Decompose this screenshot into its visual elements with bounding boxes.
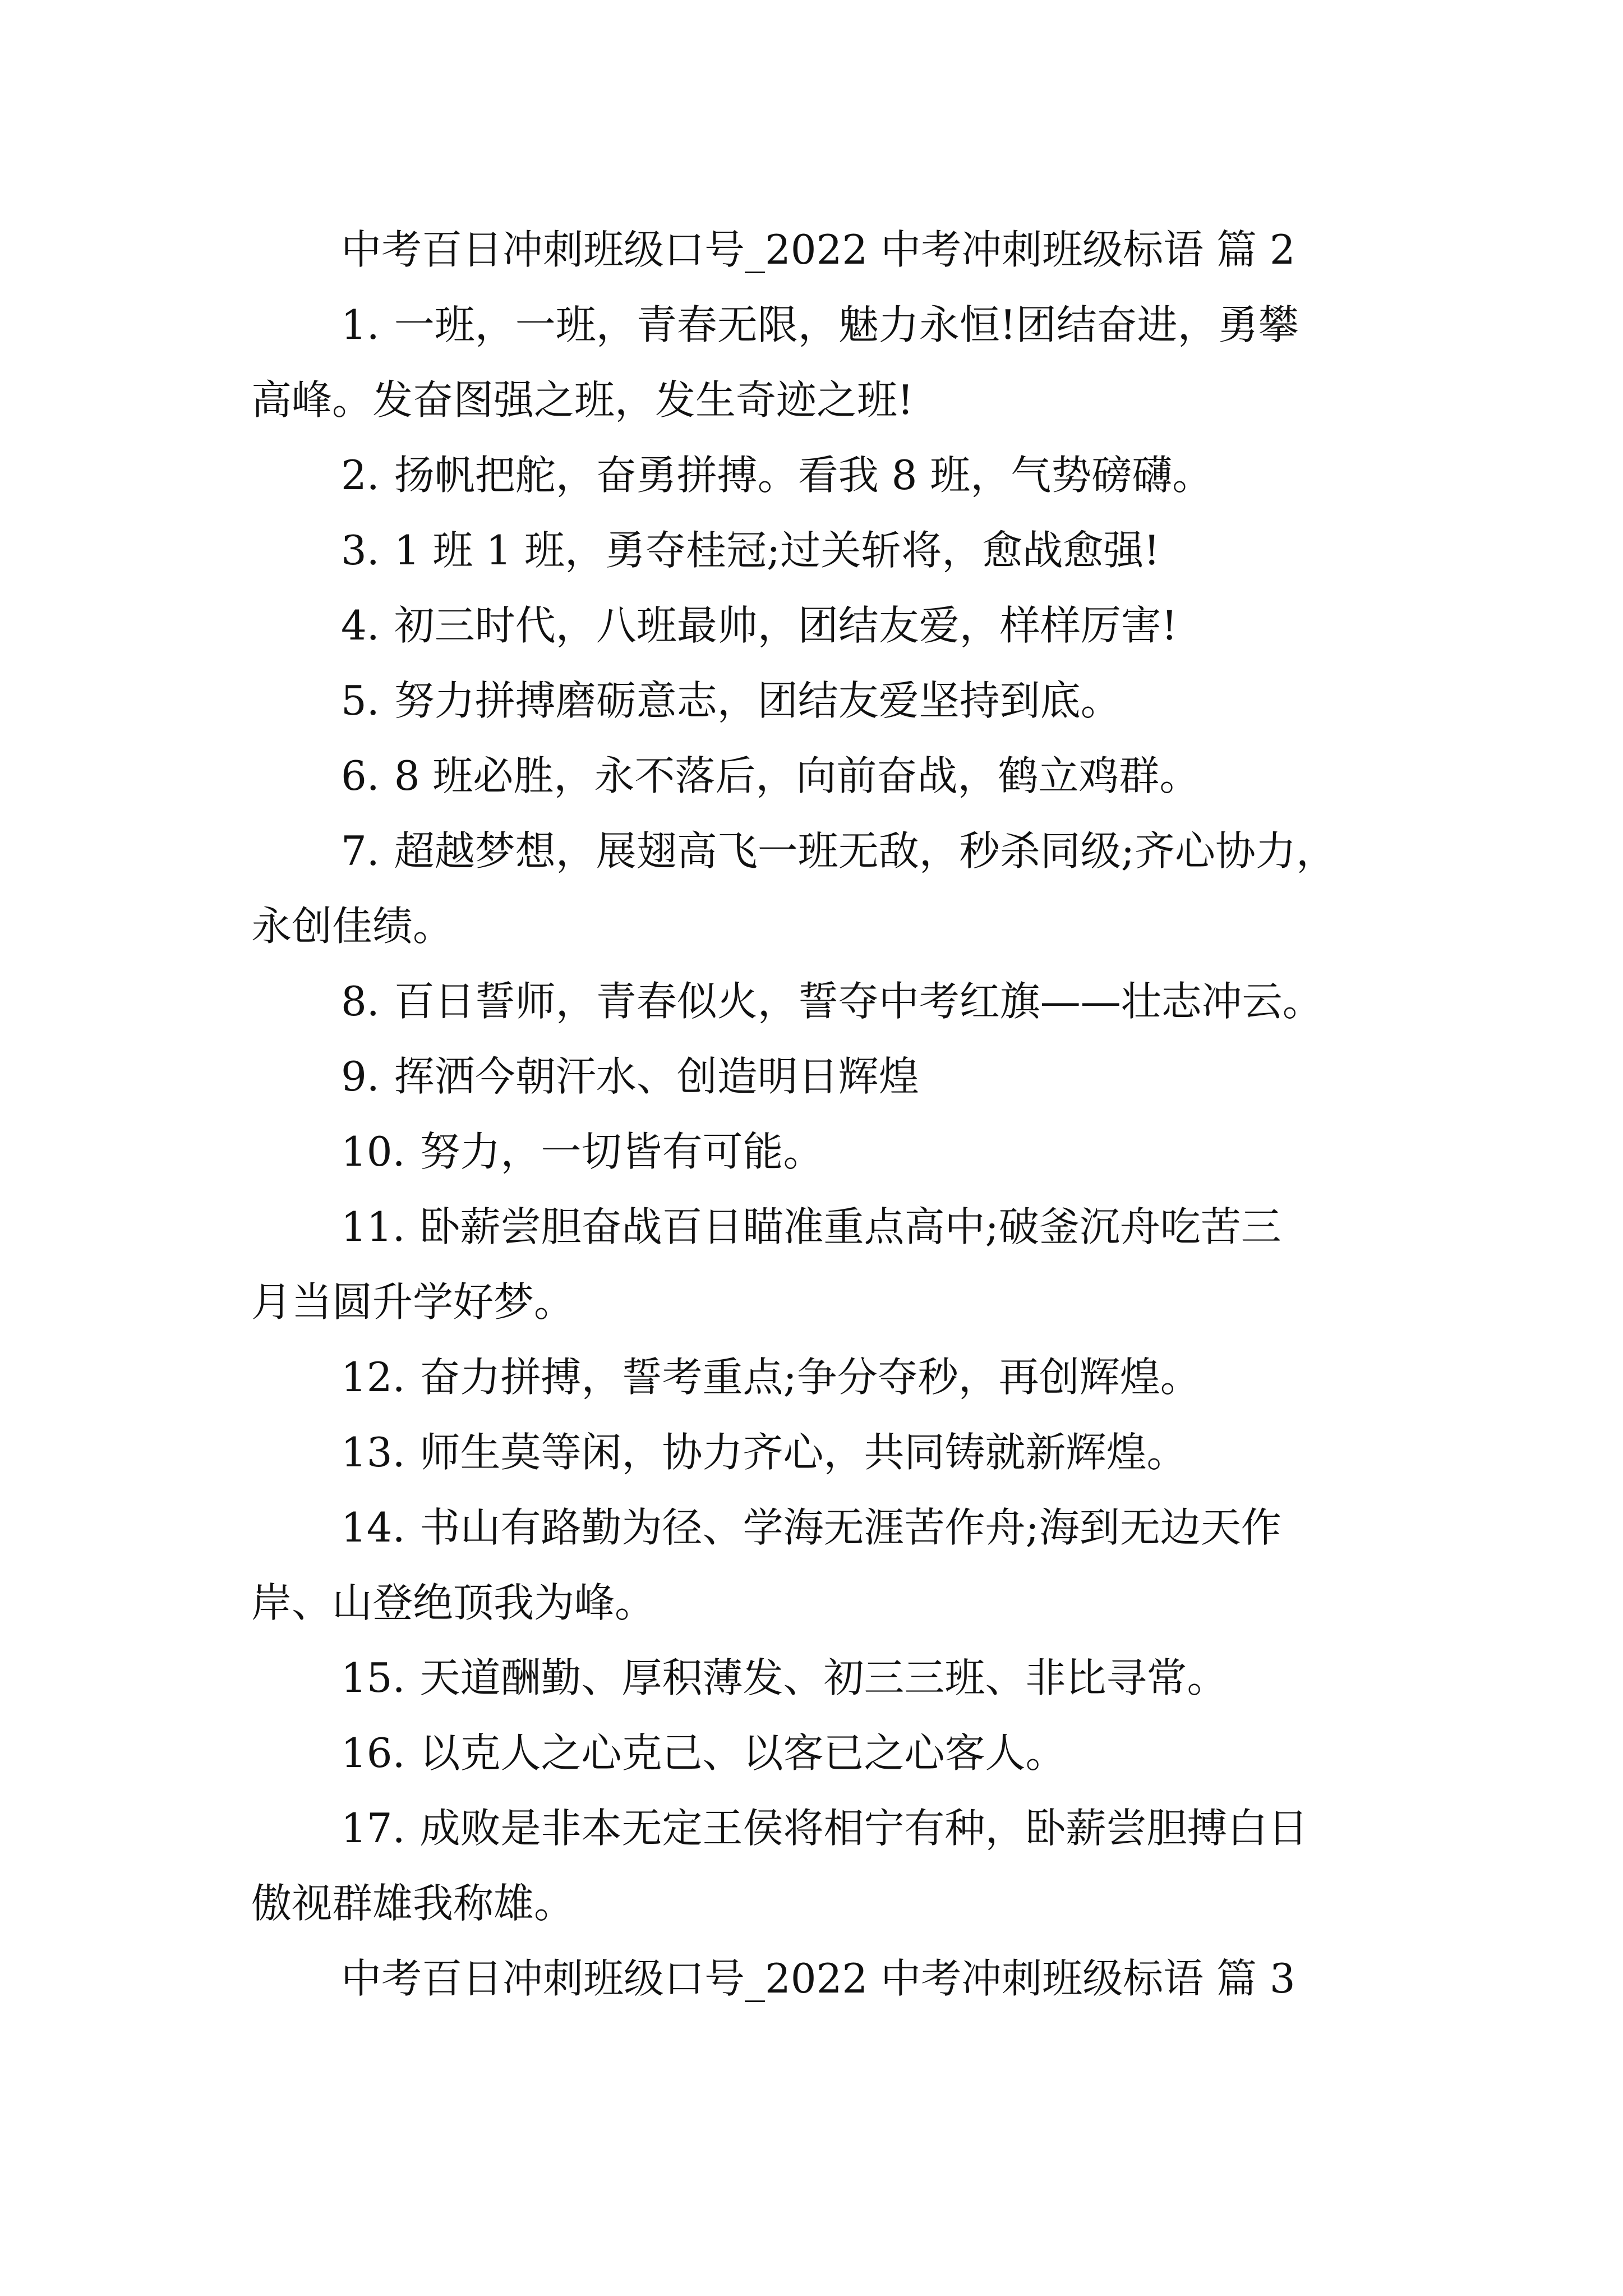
list-item-text: 月当圆升学好梦。 [251,1278,575,1326]
section-heading-3: 中考百日冲刺班级口号_2022 中考冲刺班级标语 篇 3 [341,1955,1295,2002]
list-item-text: 以克人之心克己、以客已之心客人。 [419,1729,1066,1777]
list-item-text: 一班，一班，青春无限，魅力永恒!团结奋进，勇攀 [394,301,1299,348]
list-item-text: 百日誓师，青春似火，誓夺中考红旗——壮志冲云。 [394,978,1323,1025]
list-item [251,1640,1390,1715]
list-item-number: 16. [341,1729,405,1777]
list-item-number: 5. [341,677,380,724]
slogan-list [251,287,1390,1941]
list-item [251,1490,1390,1565]
list-item-text: 书山有路勤为径、学海无涯苦作舟;海到无边天作 [419,1504,1281,1551]
list-item-continuation [251,1866,1390,1941]
list-item-number: 7. [341,827,380,875]
list-item [251,1114,1390,1189]
list-item-text: 岸、山登绝顶我为峰。 [251,1579,656,1626]
list-item-continuation [251,1264,1390,1340]
list-item-number: 13. [341,1429,405,1476]
list-item-number: 14. [341,1504,405,1551]
list-item [251,1189,1390,1264]
list-item-continuation [251,889,1390,964]
list-item-text: 努力，一切皆有可能。 [419,1128,824,1175]
list-item [251,1715,1390,1791]
list-item-text: 师生莫等闲，协力齐心，共同铸就新辉煌。 [419,1429,1187,1476]
list-item [251,813,1390,889]
list-item-number: 3. [341,527,380,574]
list-item [251,1039,1390,1114]
list-item-text: 天道酬勤、厚积薄发、初三三班、非比寻常。 [419,1654,1228,1701]
list-item-number: 11. [341,1203,405,1250]
list-item [251,738,1390,813]
list-item-text: 成败是非本无定王侯将相宁有种，卧薪尝胆搏白日 [419,1805,1308,1852]
section-heading-2: 中考百日冲刺班级口号_2022 中考冲刺班级标语 篇 2 [341,226,1295,273]
list-item-number: 17. [341,1805,405,1852]
list-item-number: 9. [341,1053,380,1100]
list-item [251,513,1390,588]
list-item-number: 10. [341,1128,405,1175]
list-item-text: 超越梦想，展翅高飞一班无敌，秒杀同级;齐心协力， [394,827,1336,875]
list-item-number: 8. [341,978,380,1025]
list-item [251,1415,1390,1490]
list-item [251,964,1390,1039]
list-item-text: 永创佳绩。 [251,903,454,950]
document-body [251,212,1390,2016]
list-item-text: 努力拼搏磨砺意志，团结友爱坚持到底。 [394,677,1121,724]
list-item-text: 高峰。发奋图强之班，发生奇迹之班! [251,376,914,424]
list-item-number: 4. [341,602,380,649]
list-item-number: 6. [341,752,380,799]
list-item-number: 15. [341,1654,405,1701]
list-item-text: 扬帆把舵，奋勇拼搏。看我 8 班，气势磅礴。 [394,452,1213,499]
list-item [251,663,1390,738]
list-item-text: 傲视群雄我称雄。 [251,1880,575,1927]
list-item-text: 挥洒今朝汗水、创造明日辉煌 [394,1053,919,1100]
list-item [251,438,1390,513]
list-item-continuation [251,1565,1390,1640]
list-item [251,1791,1390,1866]
list-item [251,287,1390,362]
list-item-number: 2. [341,452,380,499]
list-item-text: 卧薪尝胆奋战百日瞄准重点高中;破釜沉舟吃苦三 [419,1203,1281,1250]
list-item-text: 奋力拼搏，誓考重点;争分夺秒，再创辉煌。 [419,1354,1201,1401]
list-item-number: 1. [341,301,380,348]
list-item [251,1340,1390,1415]
list-item-text: 8 班必胜，永不落后，向前奋战，鹤立鸡群。 [394,752,1200,799]
list-item-text: 初三时代，八班最帅，团结友爱，样样厉害! [394,602,1178,649]
list-item-number: 12. [341,1354,405,1401]
list-item-text: 1 班 1 班，勇夺桂冠;过关斩将，愈战愈强! [394,527,1160,574]
list-item [251,588,1390,663]
list-item-continuation [251,362,1390,438]
